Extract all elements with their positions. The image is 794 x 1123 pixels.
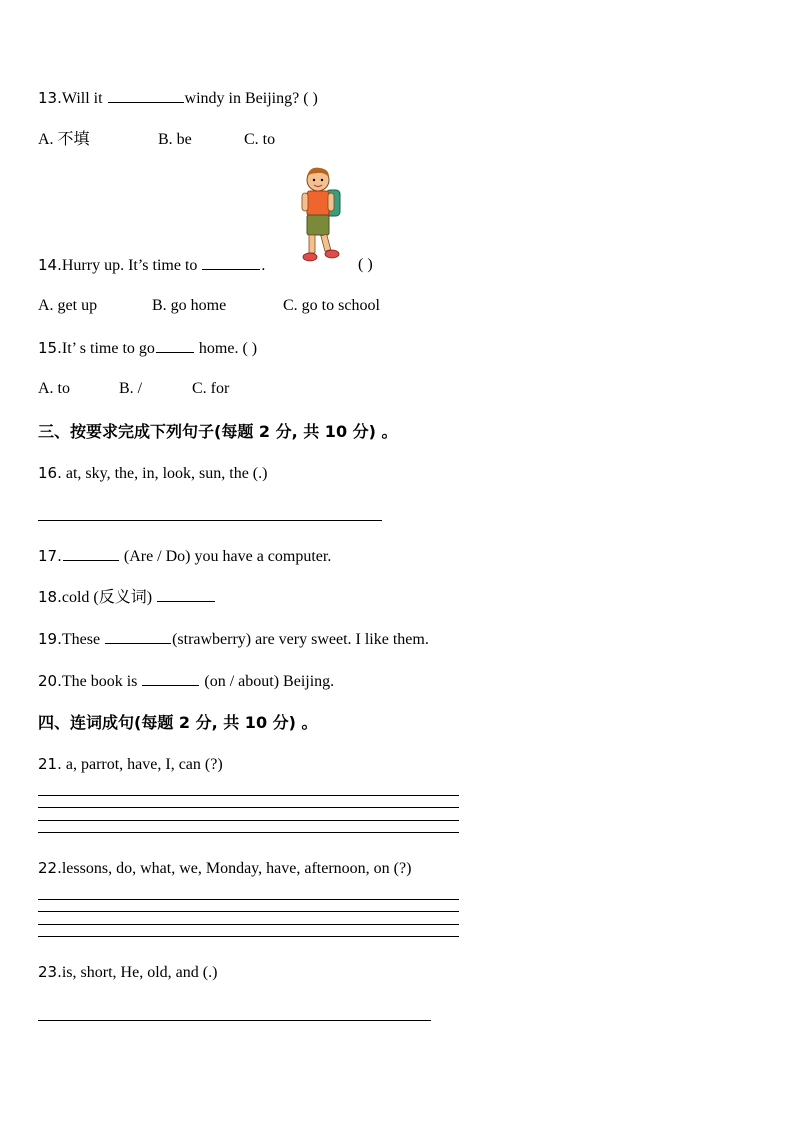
answer-blank[interactable] — [63, 546, 119, 561]
option-c[interactable]: C. go to school — [283, 297, 380, 314]
answer-blank[interactable] — [202, 255, 260, 270]
answer-blank[interactable] — [108, 88, 184, 103]
boy-with-backpack-illustration — [296, 166, 346, 266]
writing-line[interactable] — [38, 795, 459, 796]
question-22: 22.lessons, do, what, we, Monday, have, afternoon, on (?) — [38, 859, 412, 877]
option-b[interactable]: B. / — [119, 380, 143, 397]
question-15-options — [38, 379, 229, 399]
option-a[interactable]: A. 不填 — [38, 131, 90, 148]
question-13: 13.Will it windy in Beijing? ( ) — [38, 89, 318, 107]
answer-blank[interactable] — [157, 587, 215, 602]
answer-blank[interactable] — [142, 671, 199, 686]
writing-line[interactable] — [38, 924, 459, 925]
option-a[interactable]: A. get up — [38, 297, 98, 314]
question-17: 17. (Are / Do) you have a computer. — [38, 547, 332, 565]
option-b[interactable]: B. go home — [152, 297, 227, 314]
option-b[interactable]: B. be — [158, 131, 192, 148]
question-16: 16. at, sky, the, in, look, sun, the (.) — [38, 464, 268, 482]
answer-blank[interactable] — [105, 629, 171, 644]
question-20: 20.The book is (on / about) Beijing. — [38, 672, 335, 690]
question-18: 18.cold (反义词) — [38, 587, 216, 608]
question-13-options — [38, 130, 275, 150]
option-a[interactable]: A. to — [38, 380, 70, 397]
question-14-options — [38, 296, 380, 316]
writing-line[interactable] — [38, 820, 459, 821]
question-14-answer-paren[interactable]: ( ) — [358, 256, 373, 273]
section-4-heading: 四、连词成句(每题 2 分, 共 10 分) 。 — [38, 713, 318, 732]
writing-line[interactable] — [38, 832, 459, 833]
question-14: 14.Hurry up. It’s time to . — [38, 256, 266, 274]
question-21: 21. a, parrot, have, I, can (?) — [38, 755, 223, 773]
answer-blank[interactable] — [156, 338, 194, 353]
writing-line[interactable] — [38, 899, 459, 900]
option-c[interactable]: C. for — [192, 380, 230, 397]
question-19: 19.These (strawberry) are very sweet. I like them. — [38, 630, 429, 648]
writing-line[interactable] — [38, 911, 459, 912]
writing-line[interactable] — [38, 936, 459, 937]
question-15: 15.It’ s time to go home. ( ) — [38, 339, 258, 357]
answer-line[interactable] — [38, 520, 382, 521]
answer-line[interactable] — [38, 1020, 431, 1021]
section-3-heading: 三、按要求完成下列句子(每题 2 分, 共 10 分) 。 — [38, 422, 398, 441]
question-23: 23.is, short, He, old, and (.) — [38, 963, 218, 981]
option-c[interactable]: C. to — [244, 131, 276, 148]
writing-line[interactable] — [38, 807, 459, 808]
